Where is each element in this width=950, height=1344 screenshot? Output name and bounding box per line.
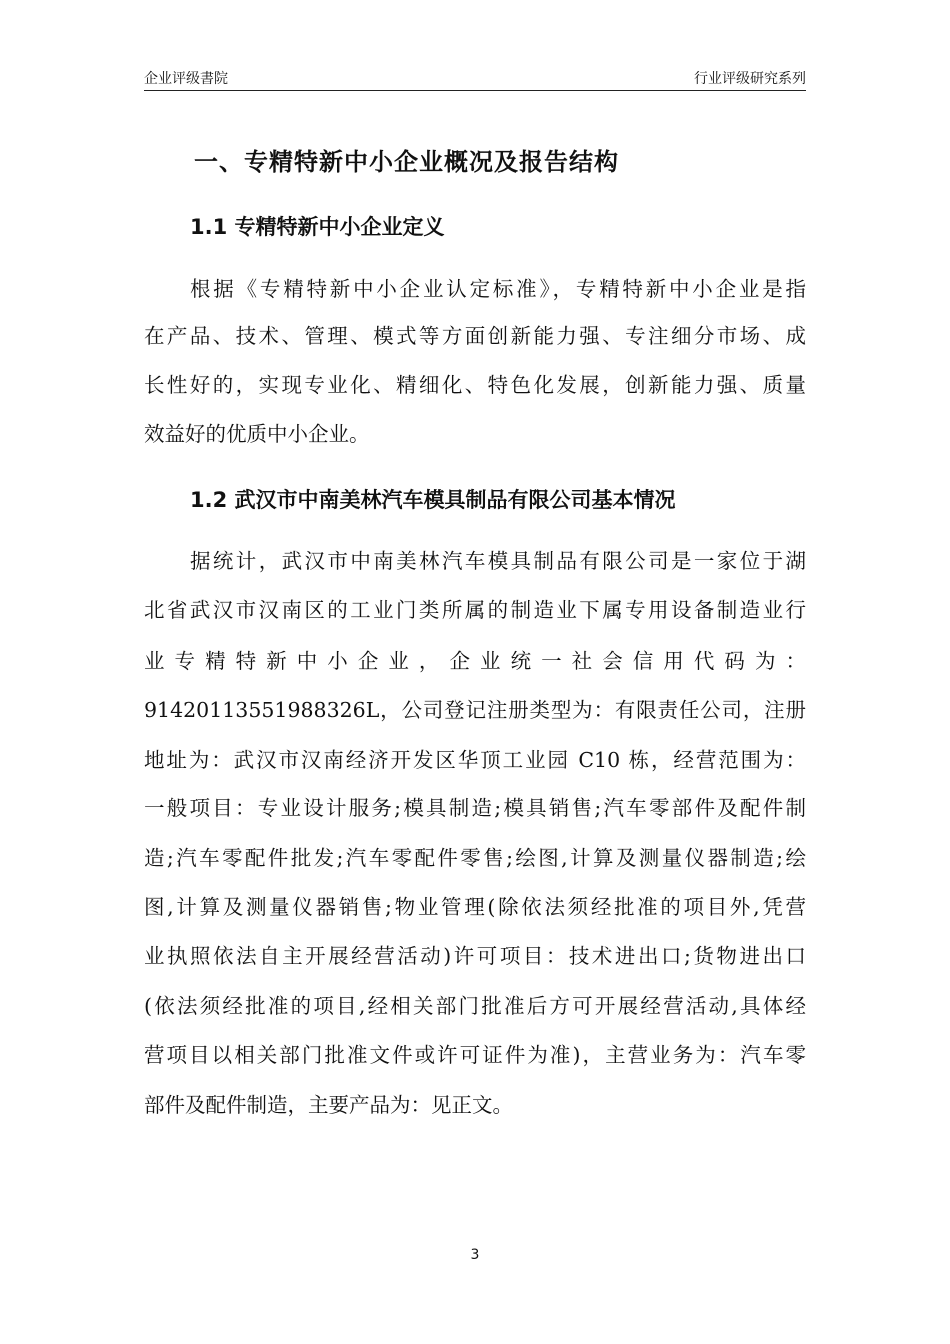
- header-right-text: 行业评级研究系列: [694, 71, 806, 87]
- paragraph-line: 图,计算及测量仪器销售;物业管理(除依法须经批准的项目外,凭营: [144, 895, 806, 919]
- paragraph-line: 业执照依法自主开展经营活动)许可项目：技术进出口;货物进出口: [144, 944, 806, 968]
- paragraph-line: 业 专 精 特 新 中 小 企 业 ， 企 业 统 一 社 会 信 用 代 码 为 ：: [144, 649, 806, 673]
- page-header: [144, 66, 806, 91]
- subsection-title-1-2: 1.2 武汉市中南美林汽车模具制品有限公司基本情况: [190, 488, 676, 512]
- paragraph-line: 据统计，武汉市中南美林汽车模具制品有限公司是一家位于湖: [190, 549, 806, 573]
- paragraph-line: 部件及配件制造，主要产品为：见正文。: [144, 1093, 513, 1117]
- paragraph-line: (依法须经批准的项目,经相关部门批准后方可开展经营活动,具体经: [144, 994, 806, 1018]
- paragraph-line: 地址为：武汉市汉南经济开发区华顶工业园 C10 栋，经营范围为：: [144, 748, 806, 772]
- paragraph-line: 根据《专精特新中小企业认定标准》，专精特新中小企业是指: [190, 277, 806, 301]
- paragraph-line: 北省武汉市汉南区的工业门类所属的制造业下属专用设备制造业行: [144, 598, 806, 622]
- paragraph-line: 效益好的优质中小企业。: [144, 422, 370, 446]
- header-left-text: 企业评级書院: [144, 71, 228, 87]
- section-title: 一、专精特新中小企业概况及报告结构: [194, 148, 619, 176]
- paragraph-line: 在产品、技术、管理、模式等方面创新能力强、专注细分市场、成: [144, 324, 806, 348]
- paragraph-line: 营项目以相关部门批准文件或许可证件为准)，主营业务为：汽车零: [144, 1043, 806, 1067]
- page-number: 3: [470, 1247, 480, 1263]
- paragraph-line: 一般项目：专业设计服务;模具制造;模具销售;汽车零部件及配件制: [144, 796, 806, 820]
- paragraph-line: 造;汽车零配件批发;汽车零配件零售;绘图,计算及测量仪器制造;绘: [144, 846, 806, 870]
- paragraph-line: 91420113551988326L，公司登记注册类型为：有限责任公司，注册: [144, 698, 806, 722]
- paragraph-line: 长性好的，实现专业化、精细化、特色化发展，创新能力强、质量: [144, 373, 806, 397]
- subsection-title-1-1: 1.1 专精特新中小企业定义: [190, 215, 445, 239]
